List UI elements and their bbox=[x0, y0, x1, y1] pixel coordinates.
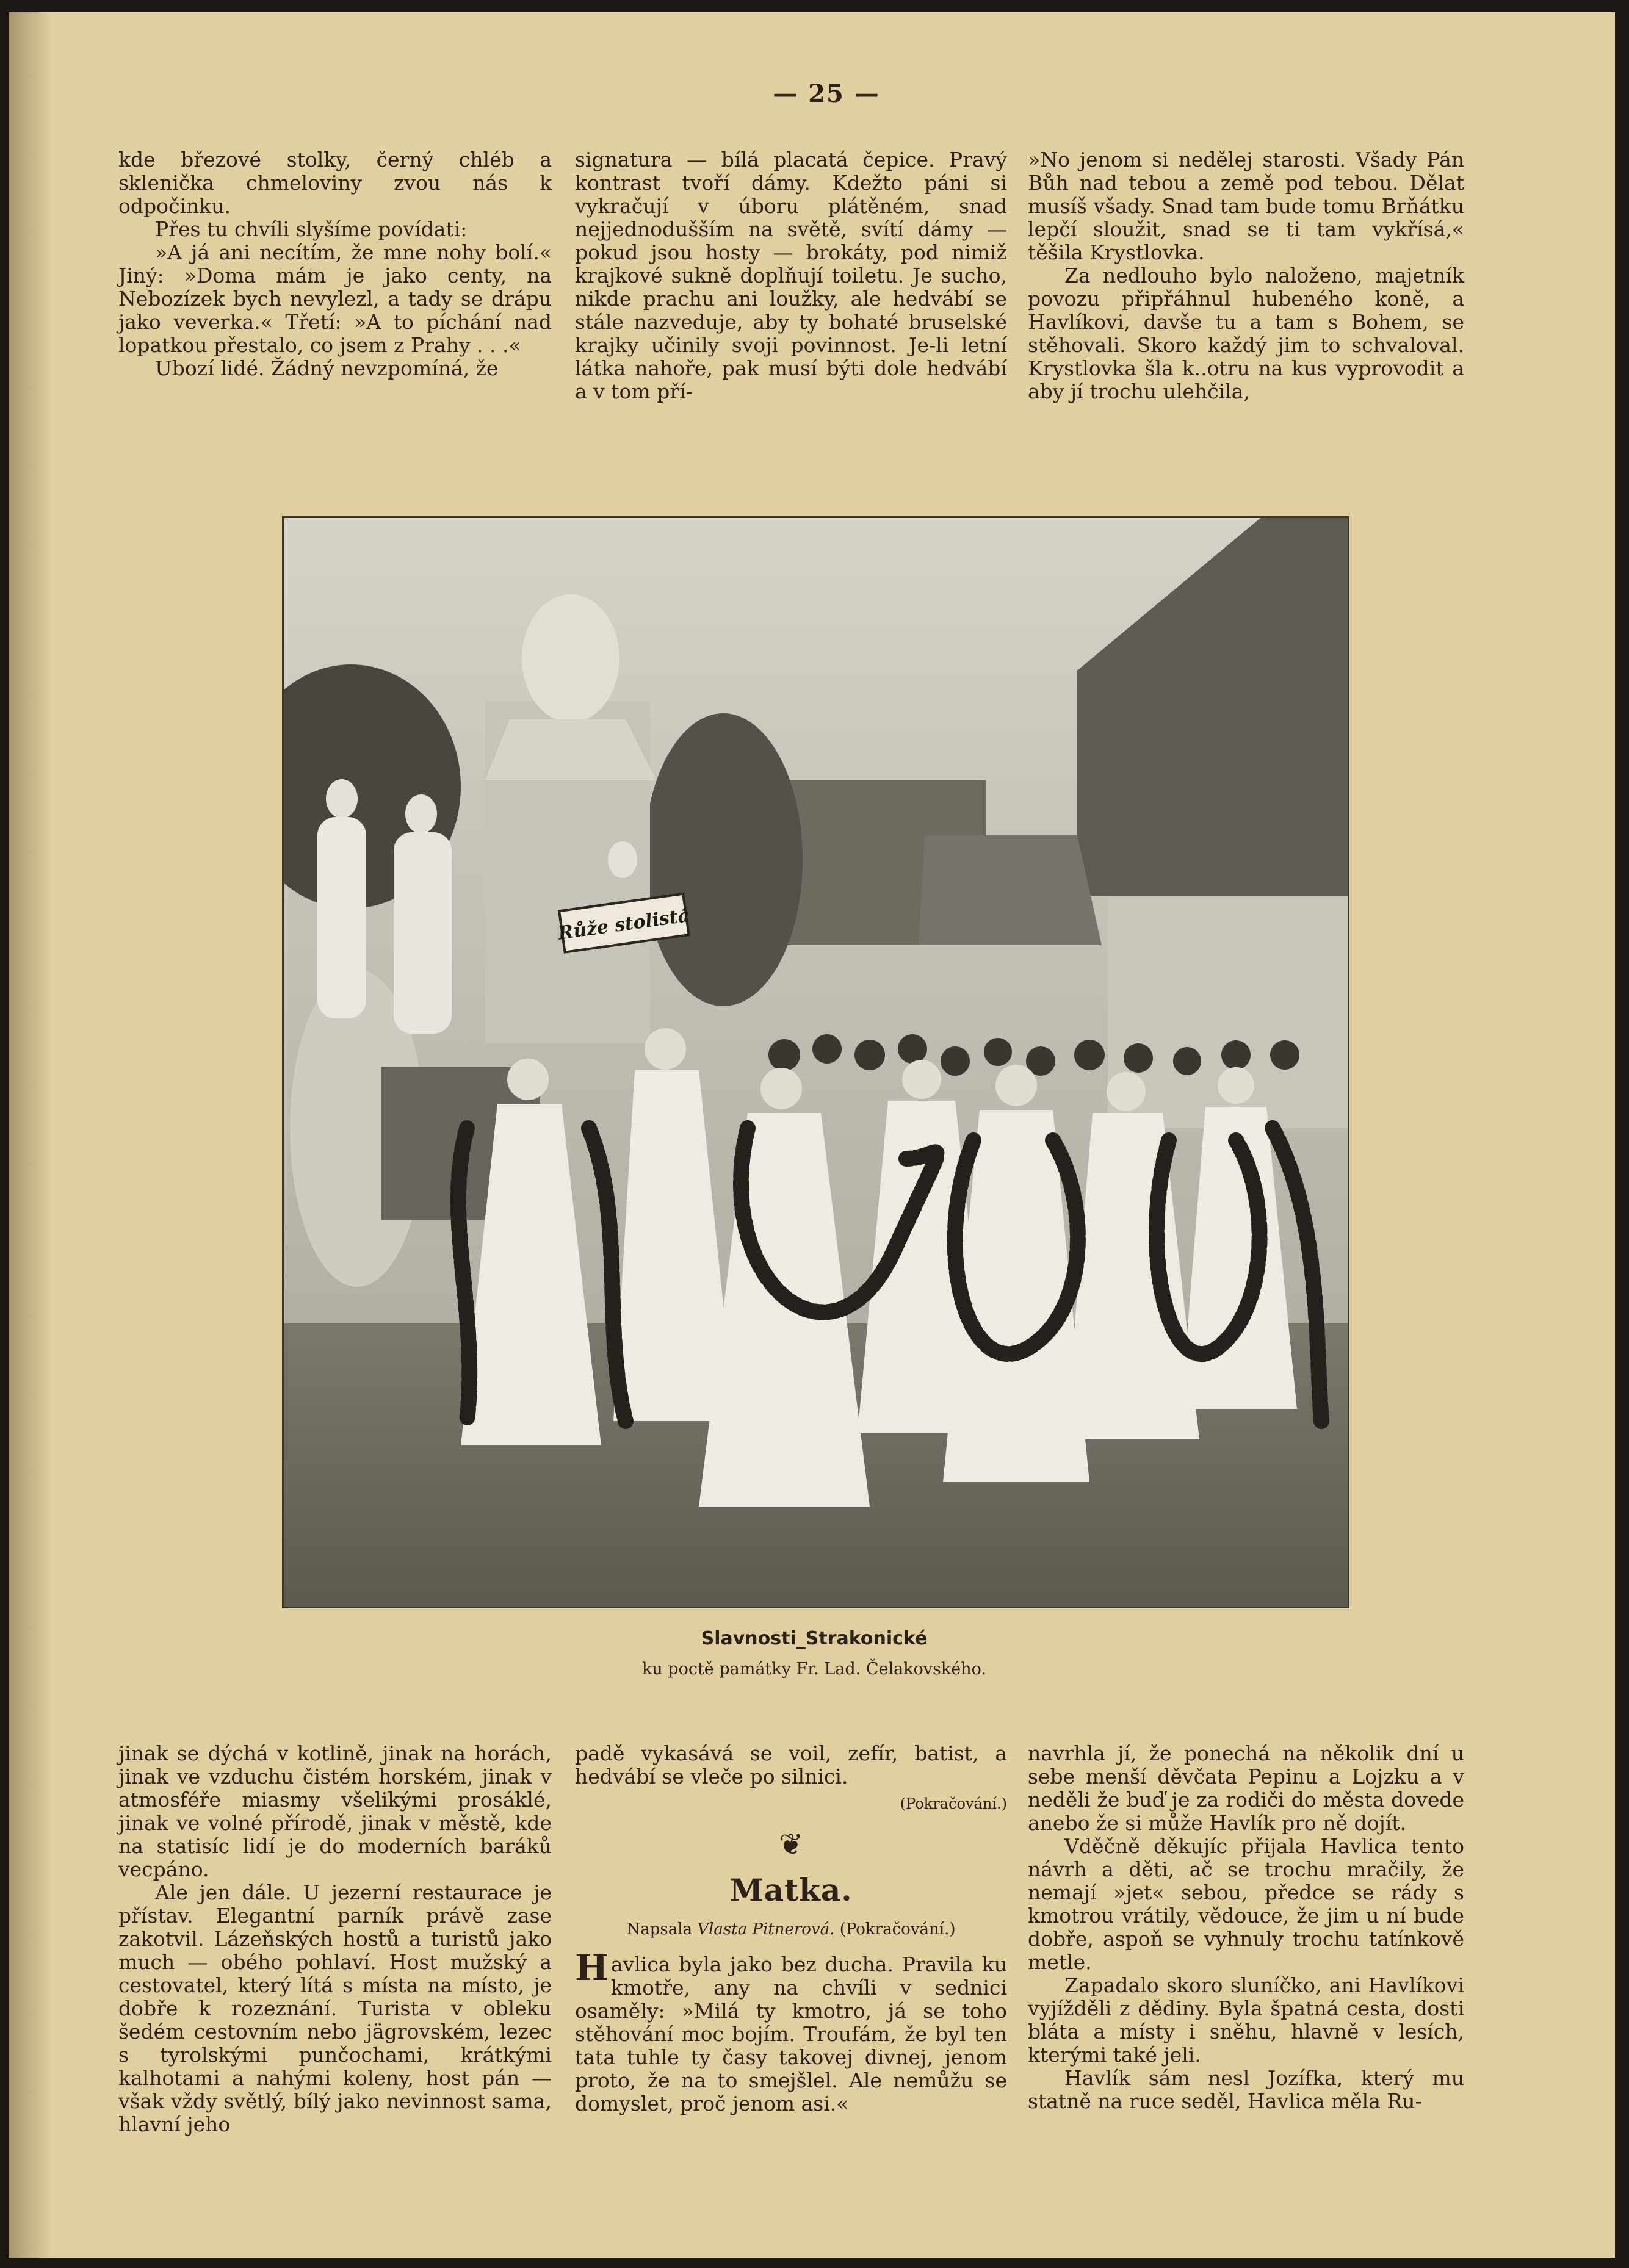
paragraph: signatura — bílá placatá čepice. Pravý kontrast tvoří dámy. Kdežto páni si vykračují v úboru plátěném, snad nejjednodušším na světě, svítí dámy — pokud jsou hosty — brokáty, pod nimiž krajkové sukně doplňují toiletu. Je sucho, nikde prachu ani loužky, ale hedvábí se stále nazveduje, aby ty bohaté bruselské krajky učinily svoji povinnost. Je-li letní látka nahoře, pak musí býti dole hedvábí a v tom pří- bbox=[575, 148, 1007, 403]
paragraph: Ubozí lidé. Žádný nevzpomíná, že bbox=[155, 356, 499, 380]
magazine-page bbox=[9, 12, 1615, 2258]
top-column-3 bbox=[1028, 148, 1464, 403]
bottom-column-3 bbox=[1028, 1742, 1464, 2113]
sign-text: Růže stolistá bbox=[557, 904, 692, 945]
fleuron-ornament-icon: ❦ bbox=[778, 1827, 804, 1862]
drop-cap: H bbox=[575, 1947, 609, 1989]
page-gutter-shadow bbox=[9, 12, 51, 2258]
paragraph: »A já ani necítím, že mne nohy bolí.« Jiný: »Doma mám je jako centy, na Nebozízek bych nevylezl, a tady se drápu jako veverka.« Třetí: »A to píchání nad lopatkou přestalo, co jsem z Prahy . . .« bbox=[118, 240, 552, 357]
page-number: — 25 — bbox=[773, 79, 880, 108]
story-paragraph bbox=[575, 1947, 1007, 2115]
paragraph: navrhla jí, že ponechá na několik dní u sebe menší děvčata Pepinu a Lojzku a v neděli že buď je za rodiči do města dovede anebo že si může Havlík pro ně dojít. bbox=[1028, 1741, 1464, 1835]
photo-caption-subtitle: ku poctě památky Fr. Lad. Čelakovského. bbox=[641, 1660, 987, 1679]
byline-prefix: Napsala bbox=[626, 1920, 693, 1939]
paragraph: Zapadalo skoro sluníčko, ani Havlíkovi vyjížděli z dědiny. Byla špatná cesta, dosti bláta a místy i sněhu, hlavně v lesích, kterými také jeli. bbox=[1028, 1973, 1464, 2067]
paragraph: jinak se dýchá v kotlině, jinak na horách, jinak ve vzduchu čistém horském, jinak v atmosféře miasmy všelikými prosáklé, jinak ve volné přírodě, jinak v městě, kde na statisíc lidí je do moderních baráků vecpáno. bbox=[118, 1741, 552, 1881]
byline-suffix: (Pokračování.) bbox=[839, 1920, 956, 1939]
story-text: avlica byla jako bez ducha. Pravila ku kmotře, any na chvíli v sednici osaměly: »Milá ty kmotro, já se toho stěhování moc bojím. Troufám, že byl ten tata tuhle ty časy takovej divnej, jenom proto, že na to smejšlel. Ale nemůžu se domyslet, proč jenom asi.« bbox=[575, 1953, 1007, 2115]
photo-caption-title: Slavnosti_Strakonické bbox=[701, 1628, 928, 1649]
story-byline bbox=[575, 1918, 1007, 1941]
paragraph: padě vykasává se voil, zefír, batist, a hedvábí se vleče po silnici. bbox=[575, 1741, 1007, 1788]
paragraph: Přes tu chvíli slyšíme povídati: bbox=[155, 217, 468, 241]
photo-illustration bbox=[284, 518, 1348, 1607]
paragraph: kde březové stolky, černý chléb a sklenička chmeloviny zvou nás k odpočinku. bbox=[118, 148, 552, 218]
paragraph: »No jenom si nedělej starosti. Všady Pán Bůh nad tebou a země pod tebou. Dělat musíš všady. Snad tam bude tomu Brňátku lepčí sloužit, snad se ti tam vykřísá,« těšila Krystlovka. bbox=[1028, 148, 1464, 264]
story-title: Matka. bbox=[729, 1872, 853, 1908]
paragraph: Ale jen dále. U jezerní restaurace je přístav. Elegantní parník právě zase zakotvil. Lázeňských hostů a turistů jako much — obého pohlaví. Host mužský a cestovatel, který lítá s místa na místo, je dobře k rozeznání. Turista v obleku šedém cestovním nebo jägrovském, lezec s tyrolskými punčochami, krátkými kalhotami a nahými koleny, host pán — však vždy světlý, bílý jako nevinnost sama, hlavní jeho bbox=[118, 1881, 552, 2136]
top-column-2 bbox=[575, 148, 1007, 403]
bottom-column-1 bbox=[118, 1742, 552, 2136]
paragraph: Za nedlouho bylo naloženo, majetník povozu připřáhnul hubeného koně, a Havlíkovi, davše tu a tam s Bohem, se stěhovali. Skoro každý jim to schvaloval. Krystlovka šla k..otru na kus vyprovodit a aby jí trochu ulehčila, bbox=[1028, 264, 1464, 403]
paragraph: Havlík sám nesl Jozífka, který mu statně na ruce seděl, Havlica měla Ru- bbox=[1028, 2066, 1464, 2113]
bottom-column-2 bbox=[575, 1742, 1007, 2115]
paragraph: Vděčně děkujíc přijala Havlica tento návrh a děti, ač se trochu mračily, že nemají »jet« sebou, předce se rády s kmotrou vrátily, vědouce, že jim u ní bude dobře, aspoň se vyhnuly trochu tatínkově metle. bbox=[1028, 1834, 1464, 1974]
top-column-1 bbox=[118, 148, 552, 380]
continued-note: (Pokračování.) bbox=[900, 1795, 1007, 1812]
author-name: Vlasta Pitnerová. bbox=[697, 1920, 835, 1939]
bust-head bbox=[522, 594, 619, 722]
festival-photograph bbox=[282, 516, 1349, 1608]
